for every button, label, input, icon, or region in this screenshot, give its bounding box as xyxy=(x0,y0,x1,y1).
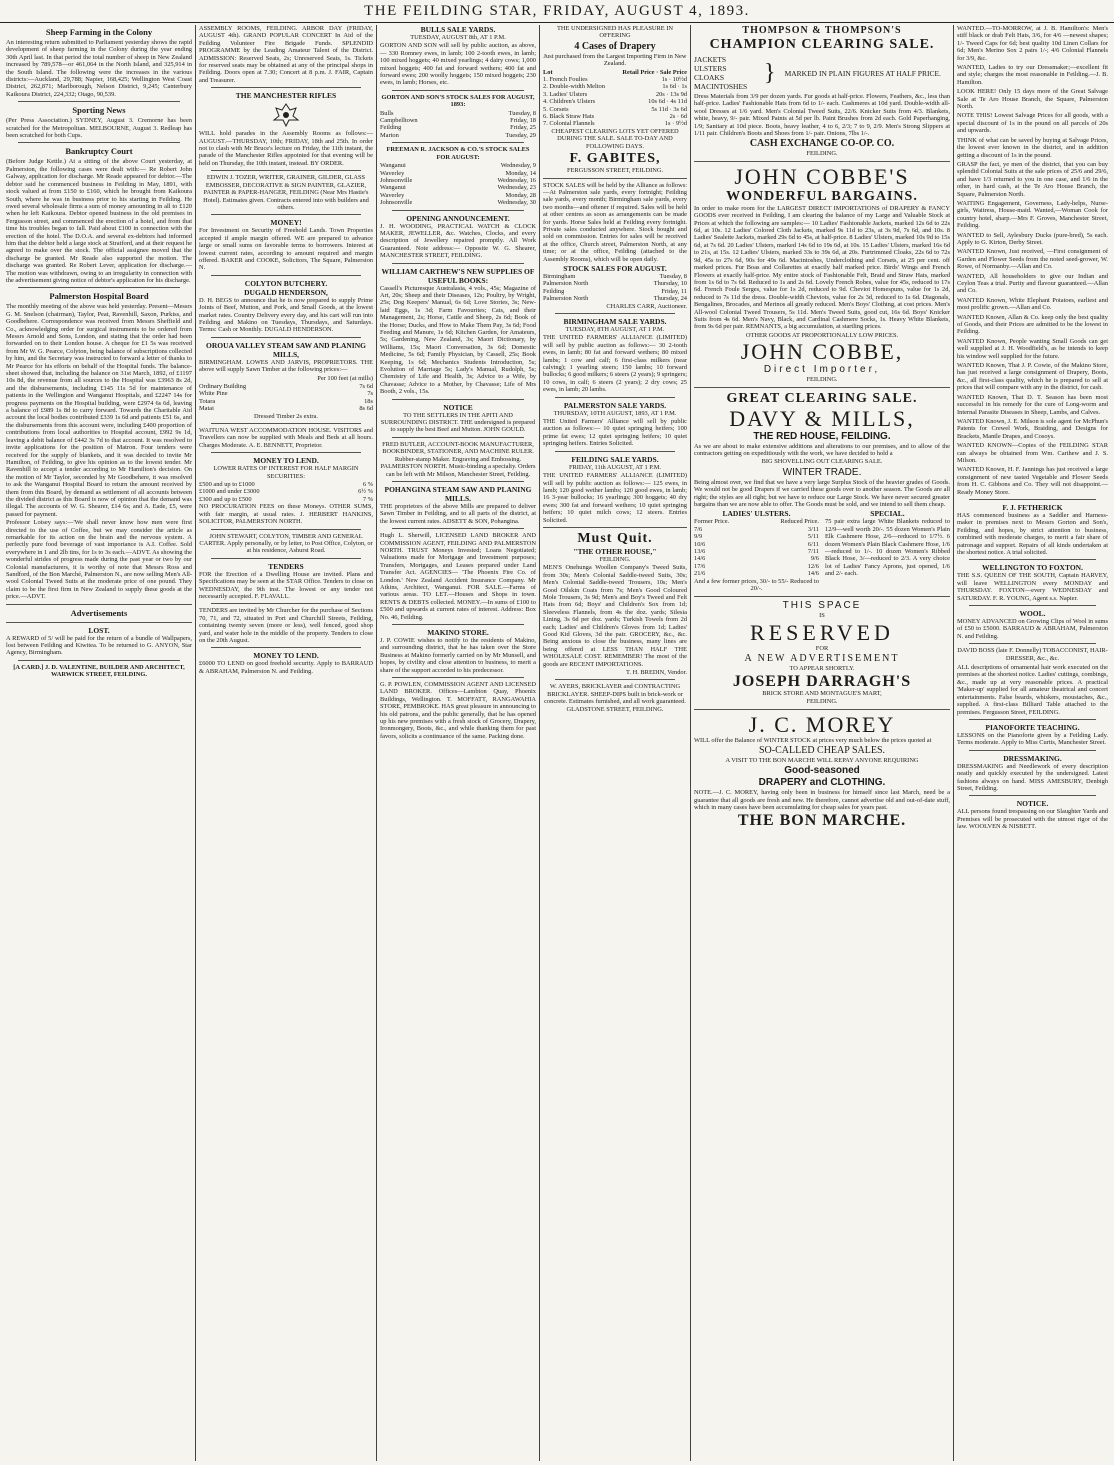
wanted-ad: WANTED, Ladies to try our Dressmaker;—excellent fit and style; charges the most reasonable in Feilding.—J. B. Hamilton. xyxy=(957,64,1108,86)
bulls-sale-heading: BULLS SALE YARDS. xyxy=(420,25,496,34)
drapery-row: 7. Colonial Flannels 1s · 9½d xyxy=(543,120,687,128)
money-to-lend-heading: MONEY TO LEND. xyxy=(253,456,319,466)
wanted-ad: WANTED Known, Allan & Co. keep only the best quality of Goods, and their Prices are admitted to be the lowest in Feilding. xyxy=(957,313,1108,336)
jackson-stock-list xyxy=(380,162,536,206)
money-to-lend-2-text: £6000 TO LEND on good freehold security. Apply to BARRAUD & ABRAHAM, Palmerston N. and Feilding. xyxy=(199,660,373,675)
timber-price-list xyxy=(199,383,373,413)
davy-mills-text: As we are about to make extensive additions and alterations to our premises, and to allow of the contractors getting on expeditiously with the work, we have decided to hold a xyxy=(694,442,950,457)
sale-row: Palmerston North Thursday, 24 xyxy=(543,295,687,303)
headline-advertisements: Advertisements xyxy=(70,607,128,618)
morey-text: WILL offer the Balance of WINTER STOCK at prices very much below the prices quoted at xyxy=(694,736,932,744)
oroua-mills-heading: OROUA VALLEY STEAM SAW AND PLANING MILLS, xyxy=(206,340,366,359)
half-price-items: JACKETS ULSTERS CLOAKS MACINTOSHES xyxy=(694,55,748,91)
fetherick-heading: F. J. FETHERICK xyxy=(1002,502,1063,512)
article-coffee-notes: Professor Loisey says:—'We shall never know how men were first directed to the use of Coffee, but we may consider the article as remarkable for its action on the brain and the nervous system. A perfectly pure food beverage of vast importance is A.I. Coffee. Sold everywhere in 1 and 2lb tins, for 1s to 3s each.—ADVT. As showing the wonderful strides of progress made during the past year or two by our Colonial manufacturers, it is worthy of note that Messrs Ross and Sandford, of the Bon Marché, Palmerston N., are now selling Men's All-wool Colonial Tweed Suits at the moderate price of one pound. They claim to be the first firm in New Zealand to supply these goods at the price.—ADVT. xyxy=(6,519,192,601)
sale-row: Feilding Friday, 11 xyxy=(543,287,687,295)
drapery-table-header: Lot Retail Price · Sale Price xyxy=(543,68,687,76)
wanted-ad: WANTED Known, White Elephant Potatoes, earliest and most prolific grown.—Allan and Co. xyxy=(957,296,1108,312)
reserved-heading: RESERVED xyxy=(750,619,894,645)
wool-text: MONEY ADVANCED on Growing Clips of Wool in sums of £50 to £5000. BARRAUD & ABRAHAM, Palmerston N. and Feilding. xyxy=(957,618,1108,640)
drapery-sub: Just purchased from the Largest Importing Firm in New Zealand. xyxy=(543,52,687,68)
oroua-mills-text: BIRMINGHAM. LOWES AND JARVIS, PROPRIETORS. THE above will supply Sawn Timber at the following prices:— xyxy=(199,358,373,374)
gorton-stock-heading: GORTON AND SON'S STOCK SALES FOR AUGUST, 1893: xyxy=(381,93,535,109)
colyton-butchery-heading: COLYTON BUTCHERY. xyxy=(244,278,328,288)
manchester-rifles-notice: WILL hold parades in the Assembly Rooms as follows:—AUGUST.—THURSDAY, 10th; FRIDAY, 18th and 25th. In order not to clash with Mr Bruce's lecture on Friday, the 11th instant, the parade of the Manchester Rifles appointed for that evening will be held on Thursday, the 10th instant, instead. BY ORDER. xyxy=(199,130,373,167)
drapery-footer: CHEAPEST CLEARING LOTS YET OFFERED DURING THE SALE. SALE TO-DAY AND FOLLOWING DAYS. xyxy=(551,127,679,150)
wanted-ad: NOTE THIS! Lowest Salvage Prices for all goods, with a special discount of 1s in the pound on all parcels of 20s and upwards. xyxy=(957,112,1108,135)
thompson-heading: THOMPSON & THOMPSON'S xyxy=(742,25,902,36)
birmingham-yards-date: TUESDAY, 8TH AUGUST, AT 1 P.M. xyxy=(565,326,665,333)
ulsters-header: Former Price. Reduced Price. xyxy=(694,518,819,526)
column-1 xyxy=(3,25,196,1461)
trespass-notice-heading: NOTICE. xyxy=(1016,799,1049,809)
wanted-ad: THINK of what can be saved by buying at Salvage Prices, the lowest ever known in the district, and in addition getting a discount of 1s in the pound. xyxy=(957,136,1108,159)
carr-signature: CHARLES CARR, Auctioneer. xyxy=(606,302,687,310)
makino-store-text: J. P. COWIE wishes to notify to the residents of Makino, and surrounding district, that he has taken over the Store Business at Makino formerly carried on by Mr Munsell, and hopes, by civility and close attention to business, to merit a share of the support accorded to his predecessor. xyxy=(380,637,536,674)
cobbe-name: JOHN COBBE, xyxy=(740,339,904,365)
feilding-yards-text: THE UNITED FARMERS' ALLIANCE (LIMITED) will sell by public auction as follows:— 125 ewes, in lamb; 120 good wether lambs; 120 good ewes, in lamb; 16 3-year bullocks; 16 yearlings; 300 hoggets; 40 dry ewes; 300 fat and forward wethers; 10 quiet springing heifers; 10 quiet milch cows; 12 steers. Entries Solicited. xyxy=(543,472,687,524)
drapery-row: 4. Children's Ulsters 10s 6d · 4s 11d xyxy=(543,98,687,106)
stock-row: Wanganui Wednesday, 23 xyxy=(380,184,536,192)
trespass-notice-text: ALL persons found trespassing on our Slaughter Yards and Premises will be prosecuted with the utmost rigor of the law. WOOLVEN & NISBETT. xyxy=(957,808,1108,831)
wanted-ad: WANTED Known, That J. P. Cowie, of the Makino Store, has just received a large consignment of Drapery, Boots, &c., all first-class quality, which he is prepared to sell at prices that will compare with any in the district, for cash. xyxy=(957,362,1108,392)
feilding-yards-heading: FEILDING SALE YARDS. xyxy=(571,454,659,464)
timber-price-header: Per 100 feet (at mills) xyxy=(317,374,373,382)
boss-text: ALL descriptions of ornamental hair work executed on the premises at the shortest notice. Ladies' cuttings, combings, &c., made up at very reasonable prices. A practical 'Maker-up' supplied for all amateur theatrical and concert entertainments. False beards, whiskers, moustaches, &c., supplied. A first-class Billiard Table attached to the premises. Fergusson Street, FEILDING. xyxy=(957,664,1108,716)
drapery-row: 6. Black Straw Hats 2s · 6d xyxy=(543,113,687,121)
stock-row: Feilding Friday, 25 xyxy=(380,124,536,132)
boss-heading: DAVID BOSS (late F. Donnelly) TOBACCONIST, HAIR-DRESSER, &c., &c. xyxy=(957,647,1108,662)
tenders-dwelling: FOR the Erection of a Dwelling House are invited. Plans and Specifications may be seen at the STAR Office. Tenders to close on WEDNESDAY, the 9th inst. The lowest or any tender not necessarily accepted. F. FLAVALL. xyxy=(199,570,373,600)
drapery-intro: THE UNDERSIGNED HAS PLEASURE IN OFFERING xyxy=(556,25,674,40)
money-to-lend-text: LOWER RATES OF INTEREST FOR HALF MARGIN SECURITIES: xyxy=(213,465,359,480)
headline-sheep-farming: Sheep Farming in the Colony xyxy=(45,27,153,37)
tenders-sections: TENDERS are invited by Mr Churcher for the purchase of Sections 70, 71, and 72, situated in Port and Churchill Streets, Feilding, containing twenty seven (more or less), well fenced, good shop yard, and water hole in the middle of the property. Tenders to close on the 20th August. xyxy=(199,607,373,644)
tozer-advert: EDWIN J. TOZER, WRITER, GRAINER, GILDER, GLASS EMBOSSER, DECORATIVE & SIGN PAINTER, GLAZIER, PAINTER & PAPER-HANGER, FEILDING (Near Mrs Hastie's Hotel). Estimates given. Contracts entered into with builders and others. xyxy=(203,174,369,211)
august-sales-list xyxy=(543,273,687,303)
pianoforte-heading: PIANOFORTE TEACHING. xyxy=(985,722,1080,732)
timber-row: Ordinary Building 7s 6d xyxy=(199,383,373,390)
drapery-row: 3. Ladies' Ulsters 20s · 13s 9d xyxy=(543,90,687,98)
bulls-sale-date: TUESDAY, AUGUST 8th, AT 1 P.M. xyxy=(410,34,506,41)
ulster-row: 17/6 12/6 xyxy=(694,562,819,570)
stock-row: Campbelltown Friday, 18 xyxy=(380,117,536,125)
manchester-rifles-heading: THE MANCHESTER RIFLES xyxy=(235,91,337,101)
pohangina-heading: POHANGINA STEAM SAW AND PLANING MILLS. xyxy=(384,484,532,503)
gabites-name: F. GABITES, xyxy=(569,151,661,167)
bon-marche-heading: THE BON MARCHE. xyxy=(737,811,907,829)
foxton-text: THE S.S. QUEEN OF THE SOUTH, Captain HARVEY, will leave WELLINGTON every MONDAY and THURSDAY. FOXTON—every WEDNESDAY and SATURDAY. F. R. YOUNG, Agent s.s. Napier. xyxy=(957,572,1108,602)
powlen-moffatt-advert: G. P. POWLEN, COMMISSION AGENT AND LICENSED LAND BROKER. Offices—Lambton Quay, Phoenix Buildings, Wellington. T. MOFFATT, RANGAWAHIA STORE, PEMBROKE. HAS great pleasure in announcing to his old patrons, and the public generally, that he has opened up his new premises with a fresh stock of Grocery, Drapery, Ironmongery, Boots, &c., and while thanking them for past favors, solicits a continuance of the same. Packing done. xyxy=(380,681,536,740)
lend-rate-row: £300 and up to £500 7 % xyxy=(199,495,373,503)
gorton-stock-list xyxy=(380,110,536,140)
cobbe-bargain-list: In order to make room for the LARGEST DIRECT IMPORTATIONS of DRAPERY & FANCY GOODS ever received in Feilding, I am clearing the balance of my Large and Valuable Stock at Prices at which the following are samples:— 10 Ladies' Fashionable Jackets, marked 12s 6d to 22s 6d, at 10s. 12 Ladies' Colored Cloth Jackets, marked 9s 11d to 23s, at 3s 9d, 7s 6d, and 10s. 8 Ladies' Sealette Jackets, marked 29s 6d to 45s, at half-price. 8 Ladies' Ulsters, marked 10s 9d to 15s 6d, at 7s 6d. 20 Ladies' Ulsters, marked 14s 6d to 19s 6d, at 10s. 15 Ladies' Ulsters, marked 16s 6d to 21s, at 15s. 12 Ladies' Ulsters, marked 33s to 39s 6d, at 20s. Furtrimmed Cloaks, 22s 6d to 72s 9d, 45s to 27s 6d, 90s for 49s 6d. Macintoshes, Underclothing and Corsets, at 25 per cent. off marked prices. Fur Boas and Collarettes at exactly half marked price. Birds' Wings and French Flowers at exactly half-price. My entire stock of Fashionable Felt, Braid and Straw Hats, marked from 1s 6d to 7s 6d. Reduced to 1s and 2s 6d. Lovely French Robes, value for 45s, reduced to 17s 6d. French Foule Serges, value for 1s 2d, reduced to 9d. Cheviot Homespuns, value for 1s 2d, reduced to 7s 11d the dress. Double-width Cheviots, value for 2s 3d, reduced to 1s 6d. Diagonals, Bengalines, Brocades, and Merinos all greatly reduced. Men's Boys' Clothing, at cost prices. Men's All-wool Colonial Tweed Trousers, 5s 11d. Men's Tweed Suits, good cut, 16s 6d. Boys' Knicker Suits from 4s 6d. Men's Navy, Black, and Cardinal Cashmere Socks, 1s. Heavy White Blankets, from 9s 6d per pair. REMNANTS, a big accumulation, at startling prices. xyxy=(694,204,950,331)
is-word: IS xyxy=(819,612,825,620)
wanted-ad: WANTED Known, H. F. Jannings has just received a large consignment of new tasted Vegetable and Flower Seeds from H. C. Gibbons and Co. They will not disappoint.—Ready Money Store. xyxy=(957,466,1108,496)
drapery-row: 2. Double-width Melton 1s 6d · 1s xyxy=(543,83,687,91)
ayers-advert: W. AYERS, BRICKLAYER and CONTRACTING BRICKLAYER. SHEEP-DIPS built in brick-work or concrete. Estimates furnished, and all work guaranteed. GLADSTONE STREET, FEILDING. xyxy=(544,683,686,713)
davy-mills-heading: DAVY & MILLS, xyxy=(729,405,915,431)
other-house-heading: "THE OTHER HOUSE," xyxy=(573,546,657,556)
darragh-sub: BRICK STORE AND MONTAGUE'S MART, xyxy=(762,689,882,697)
lost-title: LOST. xyxy=(88,625,110,635)
headline-sporting-news: Sporting News xyxy=(72,105,126,116)
opening-announcement-heading: OPENING ANNOUNCEMENT. xyxy=(406,213,510,223)
column-3 xyxy=(377,25,540,1461)
lend-note: NO PROCURATION FEES on these Moneys. OTHER SUMS, with fair margin, at usual rates. J. HERBERT HANKINS, SOLICITOR, PALMERSTON NORTH. xyxy=(199,503,373,526)
other-house-town: FEILDING. xyxy=(599,555,631,563)
column-2 xyxy=(196,25,377,1461)
stock-row: Bulls Tuesday, 8 xyxy=(380,109,536,117)
august-sales-heading: STOCK SALES FOR AUGUST. xyxy=(563,263,667,273)
this-space-heading: THIS SPACE xyxy=(782,600,862,612)
palmerston-yards-date: THURSDAY, 10TH AUGUST, 1893, AT 1 P.M. xyxy=(553,409,677,417)
drapery-clothing: DRAPERY and CLOTHING. xyxy=(758,777,886,789)
cobbe-heading: JOHN COBBE'S xyxy=(734,163,910,189)
thompson-price-list: Dress Materials from 3/9 per dozen yards. Fur goods at half-price. Flowers, Feathers, &c., less than half-price. Ladies' Fashionable Hats from 6d to 1/- each. Cashmeres at 10d yard. Double-width all-wool Dresses at 1/6 yard. Men's Colonial Tweed Suits, 22/6. Knicker Suits from 4/3. Blankets, white, heavy, 9/- pair. Mixed Paints at 5d per lb. Paint Brushes from 2d each. Gold Paperhanging, 1/9; Sanitary at 10d piece. Boots, heavy leather, 4 to 6, 2/3; 7 to 9, 2/9. Men's Strong Slippers at 1/11 pair. Children's Boots and Shoes from 1/- pair. Onions, 7lbs 1/-. xyxy=(694,93,950,138)
wool-heading: WOOL. xyxy=(1019,609,1046,619)
ulsters-special-block xyxy=(694,509,950,593)
sherwill-advert: Hugh L. Sherwill, LICENSED LAND BROKER AND COMMISSION AGENT, FEILDING AND PALMERSTON NORTH. TRUST Moneys Invested; Loans Negotiated; Valuations made for Mortgage and Investment purposes; Transfers, Mortgages, and Leases prepared under Land Transfer Act. AGENCIES— 'The Phoenix Fire Co. of London.' New Zealand Accident Insurance Company. Mr Atkins, Architect, Wanganui. FOR SALE.—Farms of various areas. TO LET.—Houses and Shops in town. RENTS & DEBTS collected. MONEY.—In sums of £100 to £500 and upwards at current rates of interest. Address: Box No. 46, Feilding. xyxy=(380,532,536,621)
money-heading: MONEY! xyxy=(270,218,302,228)
bulls-sale-text: GORTON AND SON will sell by public auction, as above,— 330 Romney ewes, in lamb; 100 2-tooth ewes, in lamb; 100 mixed hoggets; 40 mixed yearlings; 4 dairy cows; 1,000 mixed hoggets; 400 fat and forward wethers; 400 fat and forward ewes; 200 woolly hoggets; 150 mixed hoggets; 230 ewes, in lamb; Horses, etc. xyxy=(380,42,536,87)
stock-row: Wanganui Wednesday, 9 xyxy=(380,162,536,170)
winter-trade-heading: WINTER TRADE. xyxy=(782,466,862,478)
winter-trade-text: Being almost over, we find that we have a very large Surplus Stock of the heavier grades of Goods. We would not be good Drapers if we carried these goods over to another season. The Goods are all right; the styles are all right; but we have to reduce our Large Stock. We have never secured greater bargains than we are now able to offer. The Goods must be sold, and we intend to sell them cheap. xyxy=(694,478,950,508)
article-bankruptcy-court: (Before Judge Kettle.) At a sitting of the above Court yesterday, at Palmerston, the following cases were dealt with:— Re Robert John Galway, application for discharge. Mr Reade appeared for debtor.—The debtor said he commenced business in Feilding in May, 1891, with stock valued at from £150 to £160, which he brought from Kaikoura South, where he was in business prior to his starting in Feilding. He owed several wholesale firms a sum of money amounting in all to £120 when he left Kaikoura. Debtor opened business in the old premises in Fergusson street, and commenced the erection of a hotel, and from that time his troubles began to fall. Paid about £100 in connection with the erection of the hotel. The D.O.A. and several ex-debtors had informed him that the debtor held a large stock at Stratford, and at their request he agreed to make over the stock. The official assignee moved that the discharge be granted. Mr Reade also supported the motion. The discharge was granted. Re Robert Lever, application for discharge.—The motion was withdrawn, owing to an irregularity in connection with the advertisement giving notice of debtor's application for his discharge. xyxy=(6,158,192,284)
article-sheep-farming: An interesting return submitted to Parliament yesterday shows the rapid development of sheep farming in the Colony during the year ending 30th April last. In that period the total number of sheep in New Zealand increased by 789,578—or 461,064 in the North Island, and 325,914 in the South Island. The following were the increases in the various districts:—Auckland, 29,788; Napier, 168,425; Wellington West Coast District, 262,871; Marlborough, Nelson District, 9,245; Canterbury Kaikoura District, 224,332; Otago, 90,539. xyxy=(6,39,192,98)
wanted-ad: WANTED Known, J. E. Milson is sole agent for McPhun's Patents for Crewel Work, Braiding, and Designs for Brackets, Mantle Drapes, and Cosoys. xyxy=(957,417,1108,440)
butchery-advert: D. H. BEGS to announce that he is now prepared to supply Prime Joints of Beef, Mutton, and Pork, and Small Goods, at the lowest market rates. Country Delivery every day, and his cart will run into Feilding and Makino on Tuesdays, Thursdays, and Saturdays. Terms: Cash or Monthly. DUGALD HENDERSON. xyxy=(199,296,373,334)
column-5 xyxy=(691,25,954,1461)
wanted-ad: WANTED to Sell, Aylesbury Ducks (pure-bred), 5s each. Apply to G. Kirton, Derby Street. xyxy=(957,231,1108,246)
sale-row: Palmerston North Thursday, 10 xyxy=(543,280,687,288)
wanted-ad: WANTED Known, People wanting Small Goods can get well supplied at J. H. Woodfield's, as he intends to keep his window well supplied for the future. xyxy=(957,337,1108,360)
stewart-advert: JOHN STEWART, COLYTON, TIMBER AND GENERAL CARTER. Apply personally, or by letter, to Post Office, Colyton, or at his residence, Ashurst Road. xyxy=(199,532,373,555)
timber-row: White Pine 7s xyxy=(199,390,373,398)
article-sporting-news: (Per Press Association.) SYDNEY, August 3. Cremorne has been scratched for the Metropolitan. MELBOURNE, August 3. Redleap has been scratched for both Cups. xyxy=(6,117,192,140)
gabites-address: FERGUSSON STREET, FEILDING. xyxy=(566,167,664,175)
article-hospital-board: The monthly meeting of the above was held yesterday. Present—Messrs G. M. Snelson (chairman), Taylor, Peat, Ravenhill, Saxon, Purkiss, and Goodbehere. Correspondence was received from Messrs Sheffield and Co., acknowledging order for surgical instruments to be ordered from Messrs Arnold and Sons, London, and stating that the order had been forwarded on to their London house. A cheque for £1 5s was received from Mr W. G. Pearce, Colyton, being balance of subscriptions collected by him, and the Secretary was instructed to forward a letter of thanks to Mr Pearce for his efforts on behalf of the Hospital funds. The balance-sheet showed that, including the balance on 31st March, 1892, of £1197 10s 8d, the revenue from all sources to the Hospital was £3963 8s 2d, and the disbursements, including £145 11s 5d for maintenance of patients in the Wellington and Wanganui Hospitals, and £2247 14s for progress payments on the Hospital building, were £2974 6s 6d, leaving a balance of £989 1s 8d to carry forward. Towards the Charitable Aid account the local bodies contributed £339 1s 6d and patients £51 6s, and the disbursements from this account were, including £400 proportion of contributions from local authorities to Hospital account, £992 9s 1d, leaving a debit balance of £442 3s 7d to that account. It was resolved to invite applications for the position of Matron. Four tenders were received for the supply of blankets, and it was decided to invite Mr Hamilton, of Feilding, to give his opinion as to the lowest tender. Mr Ravenhill to accept a tender according to Mr Hamilton's decision. On the motion of Mr Taylor, seconded by Mr Goodbehere, it was resolved to ask the Wanganui Hospital Board to return the amount received by them from this Board, by demand as settlement of all accounts between the divided district as this Board is now of opinion that the demand was illegal. The accounts of W. G. Shearer, £14 6s; and A. Eade, £5, were passed for payment. xyxy=(6,303,192,518)
wanted-ad: WANTED KNOWN—Copies of the FEILDING STAR can always be obtained from Wm. Carthew and J. S. Milson. xyxy=(957,442,1108,464)
wanted-ad: WANTED Known, That D. T. Season has been most successful in his remedy for the cure of Long-worm and Internal Parasite Diseases in Sheep, Lambs, and Calves. xyxy=(957,393,1108,416)
cobbe-town: FEILDING. xyxy=(806,376,838,384)
jackson-stock-heading: FREEMAN R. JACKSON & CO.'S STOCK SALES FOR AUGUST: xyxy=(386,146,530,161)
lend-rate-row: £500 and up to £1000 6 % xyxy=(199,481,373,489)
half-price-note: MARKED IN PLAIN FIGURES AT HALF PRICE. xyxy=(784,68,941,78)
butler-advert: FRED BUTLER, ACCOUNT-BOOK MANUFACTURER, BOOKBINDER, STATIONER, AND MACHINE RULER. Rubber-stamp Maker. Engraving and Embossing. PALMERSTON NORTH. Music-binding a specialty. Orders can be left with Mr Milson, Manchester Street, Feilding. xyxy=(380,440,536,478)
farmers-alliance-notice: STOCK SALES will be held by the Alliance as follows:—At Palmerston sale yards, every fortnight; Feilding sale yards, every month; Birmingham sale yards, every two months—and oftener if required. Sales will be held at other centres as soon as arrangements can be made for yards. Horse Sales held at Feilding every fortnight. Private sales conducted anywhere. Stock bought and sold on commission. Entries for sales will be received at the office, Church street, Palmerston North, at any time; or at the office, Feilding (attached to the Assembly Rooms), which will be open daily. xyxy=(543,181,687,263)
ulsters-table: LADIES' ULSTERS. Former Price. Reduced Price. 7/6 3/11 9/9 5/11 10/6 6/11 13/6 7/11 14/6 9/6 17/6 12/6 21/6 14/6 And a few former prices, 30/- to 55/- Reduced to 20/-. xyxy=(694,509,819,593)
darragh-town: FEILDING. xyxy=(806,698,838,706)
other-goods-note: OTHER GOODS AT PROPORTIONALLY LOW PRICES. xyxy=(745,331,899,339)
bon-marche-visit: A VISIT TO THE BON MARCHE WILL REPAY ANYONE REQUIRING xyxy=(725,756,919,764)
headline-bankruptcy-court: Bankruptcy Court xyxy=(65,146,133,157)
drapery-row: 1. French Foulies 1s · 10½d xyxy=(543,76,687,84)
wanted-ad: GRASP the fact, ye men of the district, that you can buy splendid Colonial Suits at the sale prices of 25/6 and 29/6, and have 1/3 returned to you in one case, and 1/6 in the other, in hard cash, at the Te Aro House Branch, the Square, Palmerston North. xyxy=(957,160,1108,198)
other-house-text: MEN'S Onehunga Woollen Company's Tweed Suits, from 30s; Men's Colonial Saddle-tweed Suits, 30s; Men's Colonial Saddle-tweed Trousers, 10s; Men's Good Oilskin Coats from 7s; Men's Good Coloured Mole Trousers, 3s 9d; Men's and Boy's Tweed and Felt Hats from 6d; Boys' and Children's Sox from 1d; Sleeveless Flannels, from 4s the doz. yards; Silesia Lining, 3s 6d per doz. yards; Turkish Towels from 2d each; Ladies' and Children's Gloves from 1d; Ladies' Good Kid Gloves, 3d the pair. GROCERY, &c., &c. Being anxious to close the business, many lines are being offered at LESS THAN HALF THE WHOLESALE COST. REMEMBER! The most of the goods are RECENT IMPORTATIONS. xyxy=(543,564,687,668)
ulster-row: 21/6 14/6 xyxy=(694,570,819,578)
drapery-heading: 4 Cases of Drapery xyxy=(574,40,656,52)
money-advert: For Investment on Security of Freehold Lands. Town Properties accepted if ample margin offered. WE are prepared to advance large or small sums on favorable terms to borrowers. Interest at lowest current rates, according to amount required and margin offered. BAKER and COOKE, Solicitors, The Square, Palmerston N. xyxy=(199,227,373,272)
pianoforte-text: LESSONS on the Pianoforte given by a Feilding Lady. Terms moderate. Apply to Miss Curtis, Manchester Street. xyxy=(957,731,1108,747)
shovelling-sale: BIG SHOVELLING OUT CLEARING SALE. xyxy=(761,458,883,466)
lend-rates-list xyxy=(199,481,373,503)
pohangina-text: THE proprietors of the above Mills are prepared to deliver Sawn Timber in Feilding, and to all parts of the district, at the lowest current rates. ADSETT & SON, Pohangina. xyxy=(380,502,536,525)
dressmaking-text: DRESSMAKING and Needlework of every description neatly and quickly executed by the undersigned. Latest fashions always on hand. MISS AMESBURY, Denbigh Street, Feilding. xyxy=(957,762,1108,792)
butcher-name: DUGALD HENDERSON, xyxy=(244,287,328,297)
feilding-yards-date: FRIDAY, 11th AUGUST, AT 1 P.M. xyxy=(568,463,662,471)
ulster-row: 7/6 3/11 xyxy=(694,525,819,533)
masthead: THE FEILDING STAR, FRIDAY, AUGUST 4, 1893. xyxy=(0,0,1114,23)
cash-exchange-heading: CASH EXCHANGE CO-OP. CO. xyxy=(749,138,895,150)
fetherick-text: HAS commenced business as a Saddler and Harness-maker in premises next to Messrs Gorton and Son's, Feilding, and hopes, by strict attention to business, combined with moderate charges, to merit a fair share of patronage and support. Repairs of all kinds undertaken at the shortest notice. A trial solicited. xyxy=(957,511,1108,556)
stock-row: Marton Tuesday, 29 xyxy=(380,131,536,139)
birmingham-yards-text: THE UNITED FARMERS' ALLIANCE (LIMITED) will sell by public auction as follows:— 30 2-tooth ewes, in lamb; 80 fat and forward wethers; 80 mixed lambs; 1 cow and calf; 6 first-class milkers (near calving); 1 yearling steers; 150 lambs; 10 forward bullocks; 6 good milkers; 6 steers (2 years); 9 springers; 10 cows, in calf; 6 steers (2 years); 2 dry cows; 25 ewes, in lamb; 20 lambs. xyxy=(543,334,687,394)
palmerston-yards-heading: PALMERSTON SALE YARDS. xyxy=(563,400,667,410)
half-price-block: JACKETS ULSTERS CLOAKS MACINTOSHES } MARKED IN PLAIN FIGURES AT HALF PRICE. xyxy=(694,55,950,91)
wanted-ad: WANTED.—TO-MORROW, at J. B. Hamilton's: Men's stiff black or drab Felt Hats, 3/6, for 4/6 —newest shapes; 1/- Tweed Caps for 6d; best quality 10d Linen Collars for 6d; Men's Merino Sox 2 pairs 1/-; 4/6 Colonial Flannels for 3/9, &c. xyxy=(957,25,1108,62)
money-to-lend-2-heading: MONEY TO LEND. xyxy=(253,651,319,661)
birmingham-yards-heading: BIRMINGHAM SALE YARDS. xyxy=(563,317,667,326)
timber-note: Dressed Timber 2s extra. xyxy=(254,412,318,420)
tenders-heading: TENDERS xyxy=(268,561,304,571)
assembly-rooms-concert: ASSEMBLY ROOMS, FEILDING. ARBOR DAY (FRIDAY, AUGUST 4th). GRAND POPULAR CONCERT In Aid of the Feilding Volunteer Fire Brigade Funds. SPLENDID PROGRAMME by the Leading Amateur Talent of the District. ADMISSION: Reserved Seats, 2s; Unreserved Seats, 1s. Tickets for reserved seats may be obtained at any of the principal shops in Feilding. Doors open at 7.30; Concert at 8 p.m. J. FAIR, Captain and Treasurer. xyxy=(199,25,373,84)
good-seasoned: Good-seasoned xyxy=(784,765,860,777)
cobbe-role: Direct Importer, xyxy=(763,364,881,376)
royal-crest-icon xyxy=(269,102,303,128)
sale-row: Birmingham Tuesday, 8 xyxy=(543,272,687,280)
stock-row: Waverley Monday, 28 xyxy=(380,191,536,199)
headline-hospital-board: Palmerston Hospital Board xyxy=(49,291,149,302)
ulster-row: 13/6 7/11 xyxy=(694,548,819,556)
waituna-advert: WAITUNA WEST ACCOMMODATION HOUSE. VISITORS and Travellers can now be supplied with Meals and Beds at all hours. Charges Moderate. A. E. BENNETT, Proprietor. xyxy=(199,427,373,449)
must-quit-heading: Must Quit. xyxy=(577,530,653,546)
foxton-heading: WELLINGTON TO FOXTON. xyxy=(982,563,1083,573)
lost-notice: A REWARD of 5/ will be paid for the return of a bundle of Wallpapers, lost between Feilding and Kiwitea. To be returned to G. ANYON, Star Agency, Birmingham. xyxy=(6,634,192,657)
for-word: FOR xyxy=(815,644,829,652)
ulster-row: 14/6 9/6 xyxy=(694,555,819,563)
new-advert-heading: A NEW ADVERTISEMENT xyxy=(744,653,900,665)
carthew-books-heading: WILLIAM CARTHEW'S NEW SUPPLIES OF USEFUL BOOKS: xyxy=(381,266,535,285)
column-4 xyxy=(540,25,691,1461)
morey-note: NOTE.—J. C. MOREY, having only been in business for himself since last March, need be a guarantee that all goods are fresh and new. He therefore, cannot advertise old and out-of-date stuff, which in many cases have been accumulating for cheap sales for years past. xyxy=(694,789,950,812)
valentine-card: [A CARD.] J. D. VALENTINE, BUILDER AND ARCHITECT, WARWICK STREET, FEILDING. xyxy=(13,663,185,679)
timber-row: Totara 18s xyxy=(199,397,373,405)
stock-row: Johnsonville Wednesday, 30 xyxy=(380,199,536,207)
champion-sale-title: CHAMPION CLEARING SALE. xyxy=(709,37,935,52)
newspaper-page xyxy=(3,25,1111,1461)
great-clearing-sale-heading: GREAT CLEARING SALE. xyxy=(726,390,918,406)
stock-row: Waverley Monday, 14 xyxy=(380,169,536,177)
wooding-advert: J. H. WOODING, PRACTICAL WATCH & CLOCK MAKER, JEWELLER, &c. Watches, Clocks, and every description of Jewellery repaired promptly. All Work Guaranteed. Note address:— Opposite W. G. Shearer, MANCHESTER STREET, FEILDING. xyxy=(380,222,536,260)
wanted-ad: LOOK HERE! Only 15 days more of the Great Salvage Sale at Te Aro House Branch, the Square, Palmerston North. xyxy=(957,88,1108,111)
wanted-ad: WAITING Engagement, Governess, Lady-helps, Nurse-girls, Waitress, House-maid. Wanted,—Woman Cook for country hotel, sharp.—Mrs F. Groves, Manchester Street, Feilding. xyxy=(957,199,1108,230)
lend-rate-row: £1000 and under £3000 6½ % xyxy=(199,488,373,496)
timber-row: Matai 8s 6d xyxy=(199,405,373,413)
red-house-heading: THE RED HOUSE, FEILDING. xyxy=(753,430,891,442)
makino-store-heading: MAKINO STORE. xyxy=(427,628,489,637)
dressmaking-heading: DRESSMAKING. xyxy=(1003,753,1062,763)
column-6 xyxy=(954,25,1111,1461)
carthew-books-list: Cassell's Picturesque Australasia, 4 vols., 45s; Magazine of Art, 20s; Sheep and their Diseases, 12s; Poultry, by Wright, 25s; Dog Keepers' Manual, 6s 6d; Love Stories, 3s; New-laid Eggs, 1s 3d; Farm Favourites; Cats, and their Management, 2s; Horse, Cattle and Sheep, 2s 6d; Book of the Horse; Ducks, and How to Make Them Pay, 3s 6d; Food Feeding and Manure, 1s 6d; Kitchen Garden, for Amateurs, 5s; Gardening, New Zealand, 3s; Maori Dictionary, by Williams, 15s; Maori Conversation, 3s 6d; Domestic Medicine, 5s 6d; Family Physician, by Cassell, 25s; Book Keeping, 1s 6d; Mechanics Students Introduction, 5s; Evolution of Marriage 5s; Lady's Manual, Rudolph, 5s; Chemistry of Life and Health, 3s; Advice to a Wife, by Chavasse; Advice to a Mother, by Chavasse; Life of Mrs Booth, 2 vols., 15s. xyxy=(380,284,536,396)
cash-exchange-town: FEILDING. xyxy=(806,150,838,158)
ulster-row: 10/6 6/11 xyxy=(694,540,819,548)
cobbe-title: WONDERFUL BARGAINS. xyxy=(726,188,918,204)
notice-heading: NOTICE xyxy=(443,402,473,412)
ulster-row: 9/9 5/11 xyxy=(694,533,819,541)
wanted-ad: WANTED, All householders to give our Indian and Ceylon Teas a trial. Purity and flavour guaranteed.—Allan and Co. xyxy=(957,272,1108,295)
notice-settlers: TO THE SETTLERS IN THE APITI AND SURROUNDING DISTRICT. THE undersigned is prepared to supply the best Beef and Mutton. JOHN GOULD. xyxy=(380,411,536,434)
stock-row: Johnsonville Wednesday, 16 xyxy=(380,176,536,184)
appear-shortly: TO APPEAR SHORTLY. xyxy=(789,665,855,673)
darragh-heading: JOSEPH DARRAGH'S xyxy=(732,672,912,690)
so-called-sales: SO-CALLED CHEAP SALES. xyxy=(758,744,886,756)
wanted-ad: WANTED Known, Just received, —First consignment of Garden and Flower Seeds from the noted seed-grower, W. Rowe, of Normanby.—Allan and Co. xyxy=(957,248,1108,271)
drapery-row: 5. Corsets 5s 11d · 3s 6d xyxy=(543,105,687,113)
morey-heading: J. C. MOREY xyxy=(748,711,896,737)
palmerston-yards-text: THE United Farmers' Alliance will sell by public auction as follows:— 10 quiet springing heifers; 100 prime fat ewes; 12 quiet springing heifers; 10 quiet springing heifers. Entries Solicited. xyxy=(543,418,687,448)
drapery-table xyxy=(543,69,687,128)
special-block: SPECIAL. 75 pair extra large White Blankets reduced to 12/9—well worth 20/-. 55 dozen Women's Plain Elk Cashmere Hose, 2/6—reduced to 1/7½. 6 dozen Women's Plain Black Cashmere Hose, 1/6—reduced to 1/-. 10 dozen Women's Ribbed Black Hose, 3/—reduced to 2/3. A very choice lot of Ladies' Fancy Aprons, just opened, 1/6 and 2/- each. xyxy=(825,509,950,578)
bredin-signature: T. H. BREDIN, Vendor. xyxy=(625,669,687,677)
